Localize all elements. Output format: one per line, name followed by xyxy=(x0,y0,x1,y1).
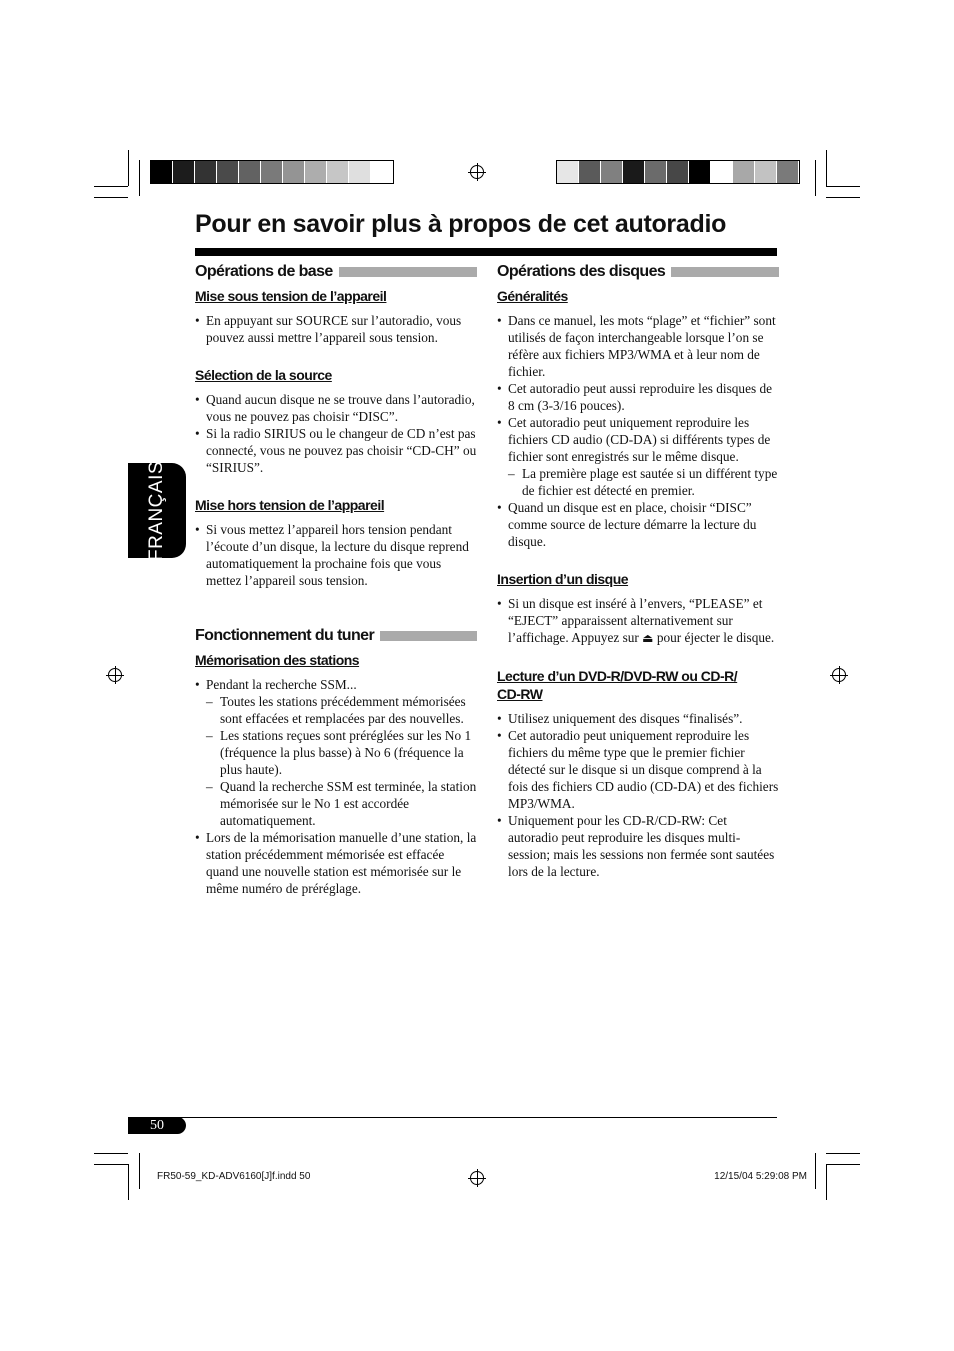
list-subitem: – Toutes les stations précédemment mémorisées sont effacées et remplacées par des nouvelles. xyxy=(195,693,477,727)
title-rule xyxy=(195,248,777,256)
list-item: • En appuyant sur SOURCE sur l’autoradio, vous pouvez aussi mettre l’appareil sous tension. xyxy=(195,312,477,346)
registration-mark-left xyxy=(108,668,122,682)
list-item: • Cet autoradio peut uniquement reproduire les fichiers CD audio (CD-DA) si différents types de fichier sont enregistrés sur le même disque. xyxy=(497,414,779,465)
general-list xyxy=(497,312,779,550)
left-column xyxy=(195,263,477,897)
subheading-power-on: Mise sous tension de l’appareil xyxy=(195,288,387,304)
list-item: • Si un disque est inséré à l’envers, “PLEASE” et “EJECT” apparaissent alternativement sur l’affichage. Appuyez sur ⏏ pour éjecter le disque. xyxy=(497,595,779,647)
footer-rule xyxy=(128,1117,777,1118)
disc-insertion-list xyxy=(497,595,779,647)
color-swatch xyxy=(283,161,305,183)
subheading-disc-insertion: Insertion d’un disque xyxy=(497,571,629,587)
list-item: • Quand un disque est en place, choisir “DISC” comme source de lecture démarre la lecture du disque. xyxy=(497,499,779,550)
dvd-cd-r-list xyxy=(497,710,779,880)
right-column xyxy=(497,263,779,880)
color-swatch xyxy=(371,161,393,183)
list-item: • Si vous mettez l’appareil hors tension pendant l’écoute d’un disque, la lecture du disque reprend automatiquement la prochaine fois que vous mettez l’appareil sous tension. xyxy=(195,521,477,589)
station-memory-list xyxy=(195,676,477,897)
power-on-list xyxy=(195,312,477,346)
registration-mark-right xyxy=(832,668,846,682)
list-item: • Lors de la mémorisation manuelle d’une station, la station précédemment mémorisée est effacée quand une nouvelle station est mémorisée sur le même numéro de préréglage. xyxy=(195,829,477,897)
list-item: • Cet autoradio peut aussi reproduire les disques de 8 cm (3-3/16 pouces). xyxy=(497,380,779,414)
list-item: • Utilisez uniquement des disques “finalisés”. xyxy=(497,710,779,727)
list-item: • Dans ce manuel, les mots “plage” et “fichier” sont utilisés de façon interchangeable lorsque l’on se réfère aux fichiers MP3/WMA et à leur nom de fichier. xyxy=(497,312,779,380)
color-calibration-bar-right xyxy=(556,160,800,184)
color-swatch xyxy=(239,161,261,183)
color-swatch xyxy=(645,161,667,183)
color-swatch xyxy=(689,161,711,183)
eject-icon: ⏏ xyxy=(642,631,654,645)
list-item: • Pendant la recherche SSM... xyxy=(195,676,477,693)
subheading-power-off: Mise hors tension de l’appareil xyxy=(195,497,385,513)
color-swatch xyxy=(327,161,349,183)
section-heading-disc-operations: Opérations des disques xyxy=(497,263,779,281)
page-title: Pour en savoir plus à propos de cet autoradio xyxy=(195,210,727,238)
list-subitem: – La première plage est sautée si un différent type de fichier est détecté en premier. xyxy=(497,465,779,499)
color-swatch xyxy=(667,161,689,183)
section-heading-basic-operations: Opérations de base xyxy=(195,263,477,281)
color-swatch xyxy=(173,161,195,183)
language-side-tab xyxy=(128,460,186,561)
color-swatch xyxy=(305,161,327,183)
subheading-dvd-cd-r-playback: Lecture d’un DVD-R/DVD-RW ou CD-R/ CD-RW xyxy=(497,668,738,702)
color-swatch xyxy=(601,161,623,183)
subheading-station-memory: Mémorisation des stations xyxy=(195,652,360,668)
section-heading-tuner: Fonctionnement du tuner xyxy=(195,627,477,645)
list-subitem: – Quand la recherche SSM est terminée, la station mémorisée sur le No 1 est accordée automatiquement. xyxy=(195,778,477,829)
list-subitem: – Les stations reçues sont préréglées sur les No 1 (fréquence la plus basse) à No 6 (fréquence la plus haute). xyxy=(195,727,477,778)
color-swatch xyxy=(349,161,371,183)
color-swatch xyxy=(217,161,239,183)
color-swatch xyxy=(711,161,733,183)
page-number: 50 xyxy=(128,1117,186,1134)
subheading-source-selection: Sélection de la source xyxy=(195,367,332,383)
source-selection-list xyxy=(195,391,477,476)
color-swatch xyxy=(579,161,601,183)
color-swatch xyxy=(755,161,777,183)
subheading-general: Généralités xyxy=(497,288,568,304)
color-swatch xyxy=(623,161,645,183)
list-item: • Quand aucun disque ne se trouve dans l’autoradio, vous ne pouvez pas choisir “DISC”. xyxy=(195,391,477,425)
footer-file-info: FR50-59_KD-ADV6160[J]f.indd 50 xyxy=(157,1171,311,1182)
color-swatch xyxy=(733,161,755,183)
list-item: • Si la radio SIRIUS ou le changeur de CD n’est pas connecté, vous ne pouvez pas choisir “CD-CH” ou “SIRIUS”. xyxy=(195,425,477,476)
footer-timestamp: 12/15/04 5:29:08 PM xyxy=(714,1171,807,1182)
color-swatch xyxy=(557,161,579,183)
color-calibration-bar-left xyxy=(150,160,394,184)
registration-mark-top xyxy=(470,165,484,179)
list-item: • Uniquement pour les CD-R/CD-RW: Cet autoradio peut reproduire les disques multi-session; mais les sessions non fermée sont sautées lors de la lecture. xyxy=(497,812,779,880)
power-off-list xyxy=(195,521,477,589)
language-label: FRANÇAIS xyxy=(146,460,167,561)
list-item: • Cet autoradio peut uniquement reproduire les fichiers du même type que le premier fichier détecté sur le disque si un disque comprend à la fois des fichiers CD audio (CD-DA) et des fichiers MP3/WMA. xyxy=(497,727,779,812)
color-swatch xyxy=(151,161,173,183)
color-swatch xyxy=(195,161,217,183)
color-swatch xyxy=(777,161,799,183)
color-swatch xyxy=(261,161,283,183)
registration-mark-bottom xyxy=(470,1171,484,1185)
